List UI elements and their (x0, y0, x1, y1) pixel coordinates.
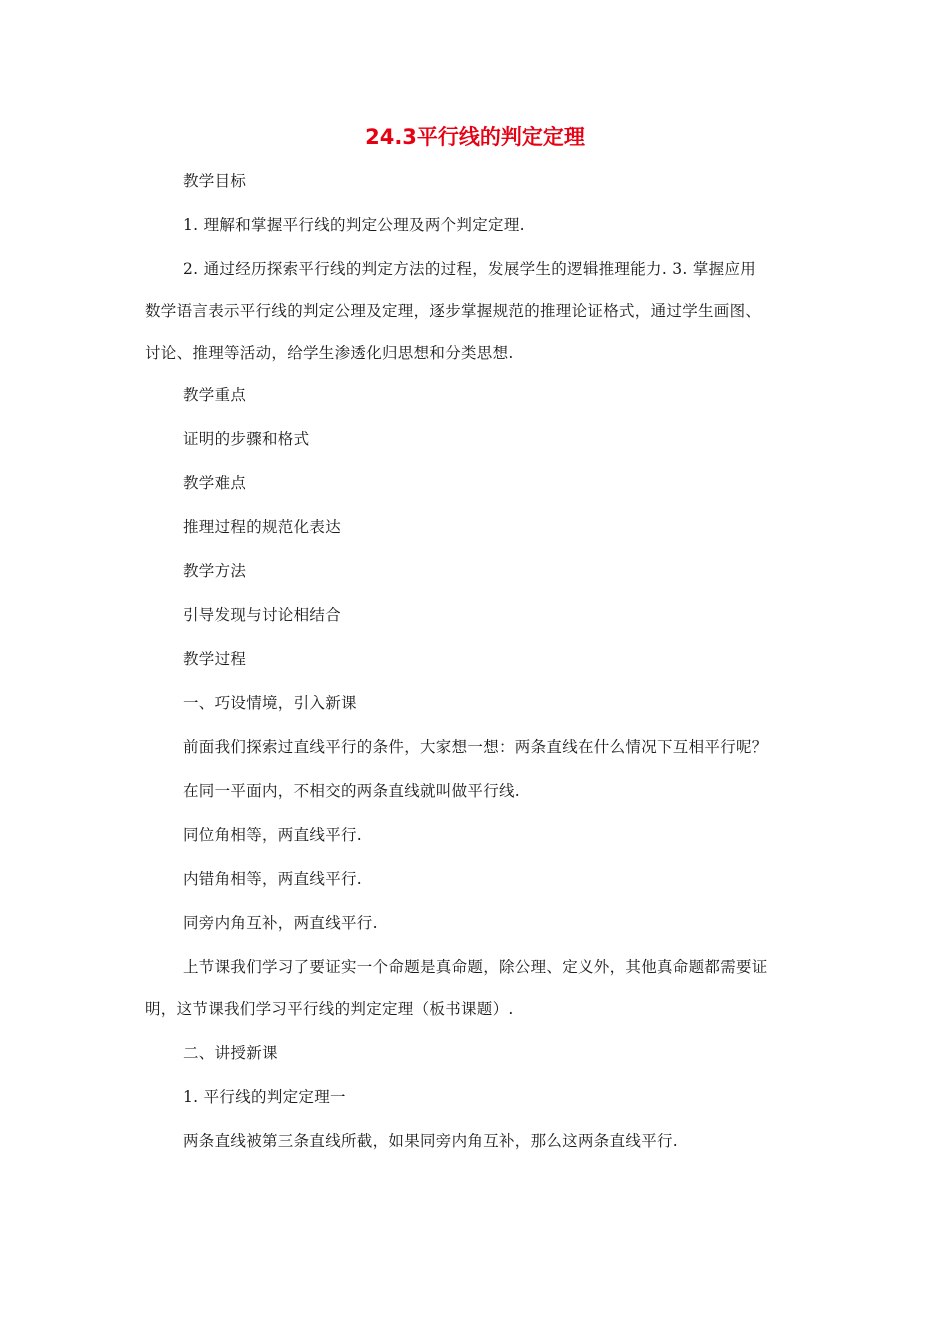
theorem-1-heading: 1. 平行线的判定定理一 (183, 1088, 346, 1106)
paragraph-interior-angles: 同旁内角互补，两直线平行. (183, 914, 378, 932)
methods-text: 引导发现与讨论相结合 (183, 606, 342, 624)
paragraph-alternate-angles: 内错角相等，两直线平行. (183, 870, 363, 888)
section-2-heading: 二、讲授新课 (183, 1044, 278, 1062)
theorem-1-text: 两条直线被第三条直线所截，如果同旁内角互补，那么这两条直线平行. (183, 1132, 679, 1150)
heading-methods: 教学方法 (183, 562, 247, 580)
heading-teaching-goals: 教学目标 (183, 172, 247, 190)
document-title: 24.3平行线的判定定理 (365, 125, 585, 149)
goal-2-line-1: 2. 通过经历探索平行线的判定方法的过程，发展学生的逻辑推理能力. 3. 掌握应用 (183, 260, 757, 278)
section-1-heading: 一、巧设情境，引入新课 (183, 694, 357, 712)
paragraph-review-line-1: 上节课我们学习了要证实一个命题是真命题，除公理、定义外，其他真命题都需要证 (183, 958, 768, 976)
paragraph-review-line-2: 明，这节课我们学习平行线的判定定理（板书课题）. (145, 1000, 514, 1018)
difficulties-text: 推理过程的规范化表达 (183, 518, 342, 536)
paragraph-definition: 在同一平面内，不相交的两条直线就叫做平行线. (183, 782, 521, 800)
paragraph-question: 前面我们探索过直线平行的条件，大家想一想：两条直线在什么情况下互相平行呢？ (183, 738, 768, 756)
heading-key-points: 教学重点 (183, 386, 247, 404)
goal-1: 1. 理解和掌握平行线的判定公理及两个判定定理. (183, 216, 525, 234)
heading-difficulties: 教学难点 (183, 474, 247, 492)
goal-2-line-2: 数学语言表示平行线的判定公理及定理，逐步掌握规范的推理论证格式，通过学生画图、 (145, 302, 762, 320)
paragraph-corresponding-angles: 同位角相等，两直线平行. (183, 826, 363, 844)
heading-process: 教学过程 (183, 650, 247, 668)
goal-2-line-3: 讨论、推理等活动，给学生渗透化归思想和分类思想. (145, 344, 514, 362)
key-points-text: 证明的步骤和格式 (183, 430, 310, 448)
